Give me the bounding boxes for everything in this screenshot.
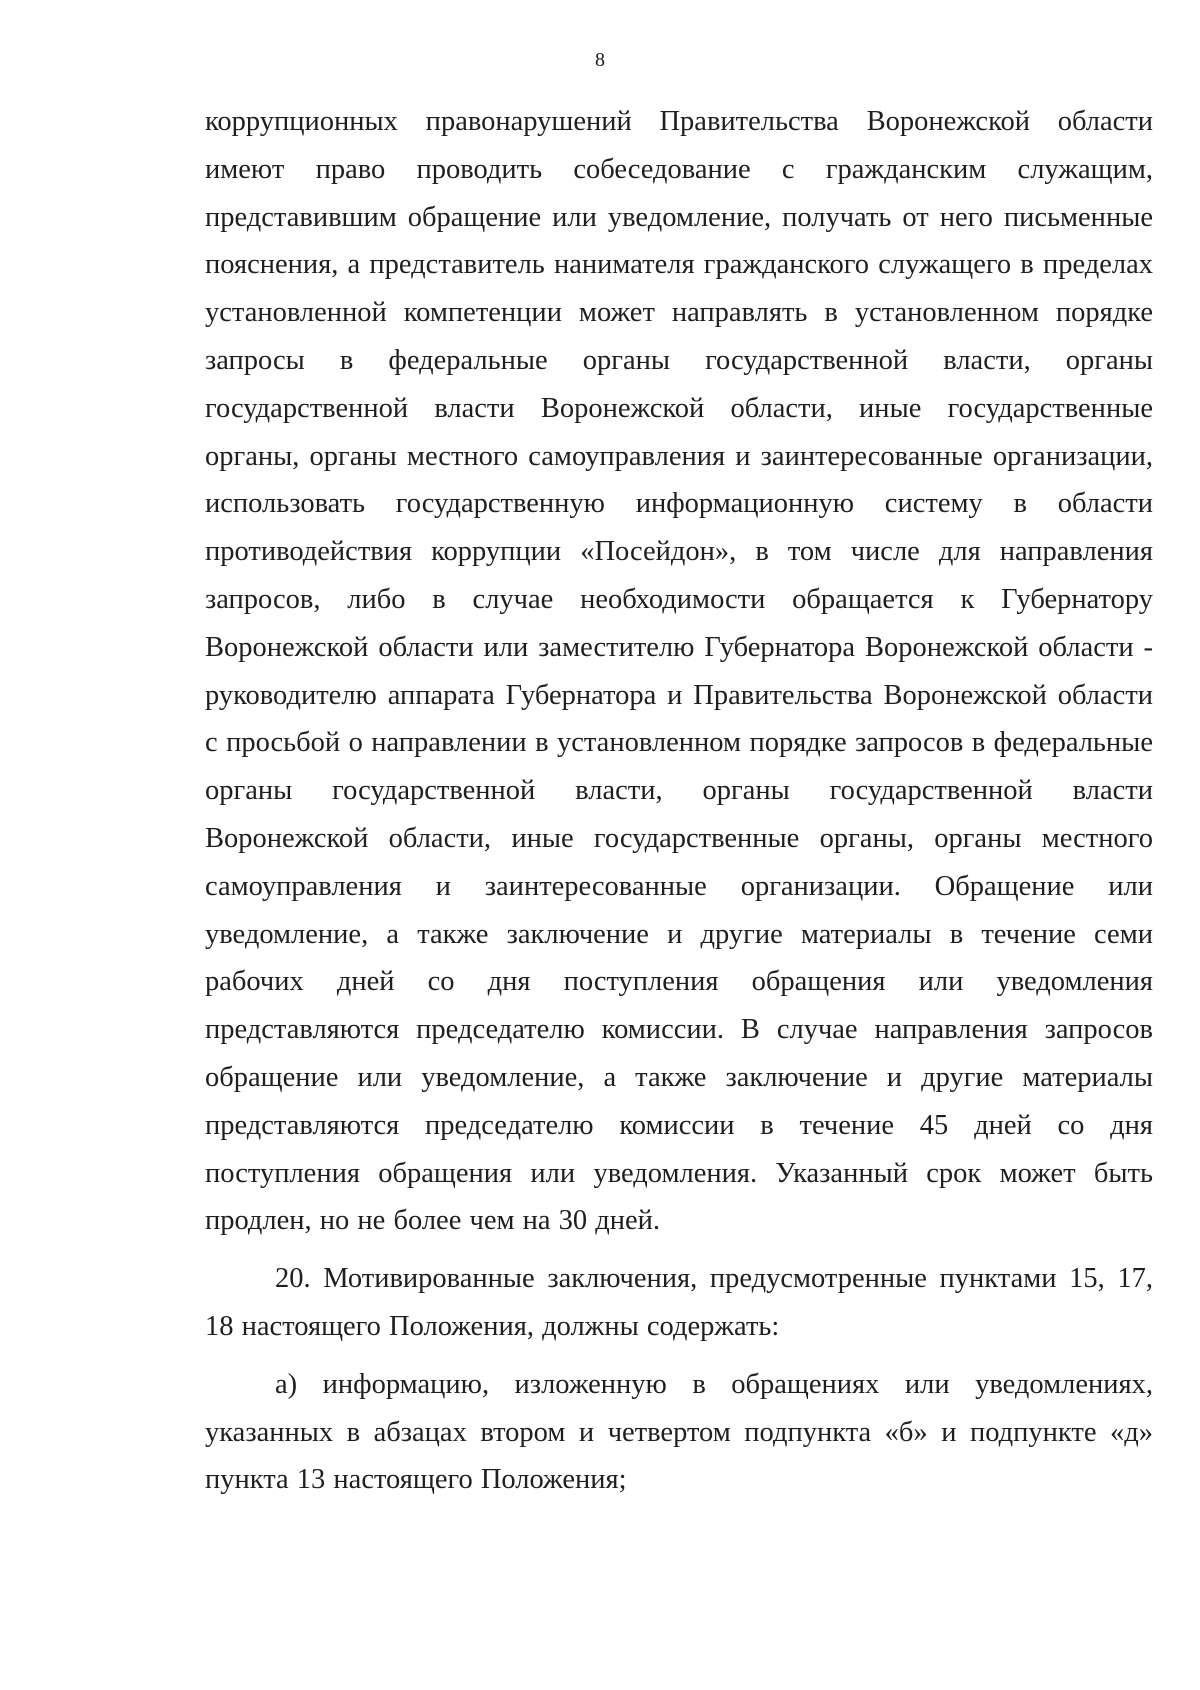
document-body <box>205 98 1153 1504</box>
page-number: 8 <box>595 49 605 71</box>
paragraph-continuation: коррупционных правонарушений Правительства Воронежской области имеют право проводить собеседование с гражданским служащим, представившим обращение или уведомление, получать от него письменные пояснения, а представитель нанимателя гражданского служащего в пределах установленной компетенции может направлять в установленном порядке запросы в федеральные органы государственной власти, органы государственной власти Воронежской области, иные государственные органы, органы местного самоуправления и заинтересованные организации, использовать государственную информационную систему в области противодействия коррупции «Посейдон», в том числе для направления запросов, либо в случае необходимости обращается к Губернатору Воронежской области или заместителю Губернатора Воронежской области - руководителю аппарата Губернатора и Правительства Воронежской области с просьбой о направлении в установленном порядке запросов в федеральные органы государственной власти, органы государственной власти Воронежской области, иные государственные органы, органы местного самоуправления и заинтересованные организации. Обращение или уведомление, а также заключение и другие материалы в течение семи рабочих дней со дня поступления обращения или уведомления представляются председателю комиссии. В случае направления запросов обращение или уведомление, а также заключение и другие материалы представляются председателю комиссии в течение 45 дней со дня поступления обращения или уведомления. Указанный срок может быть продлен, но не более чем на 30 дней. <box>205 106 1153 1237</box>
paragraph-item-20: 20. Мотивированные заключения, предусмотренные пунктами 15, 17, 18 настоящего Положения, должны содержать: <box>205 1263 1153 1342</box>
paragraph-subitem-a: а) информацию, изложенную в обращениях или уведомлениях, указанных в абзацах втором и четвертом подпункта «б» и подпункте «д» пункта 13 настоящего Положения; <box>205 1368 1153 1496</box>
